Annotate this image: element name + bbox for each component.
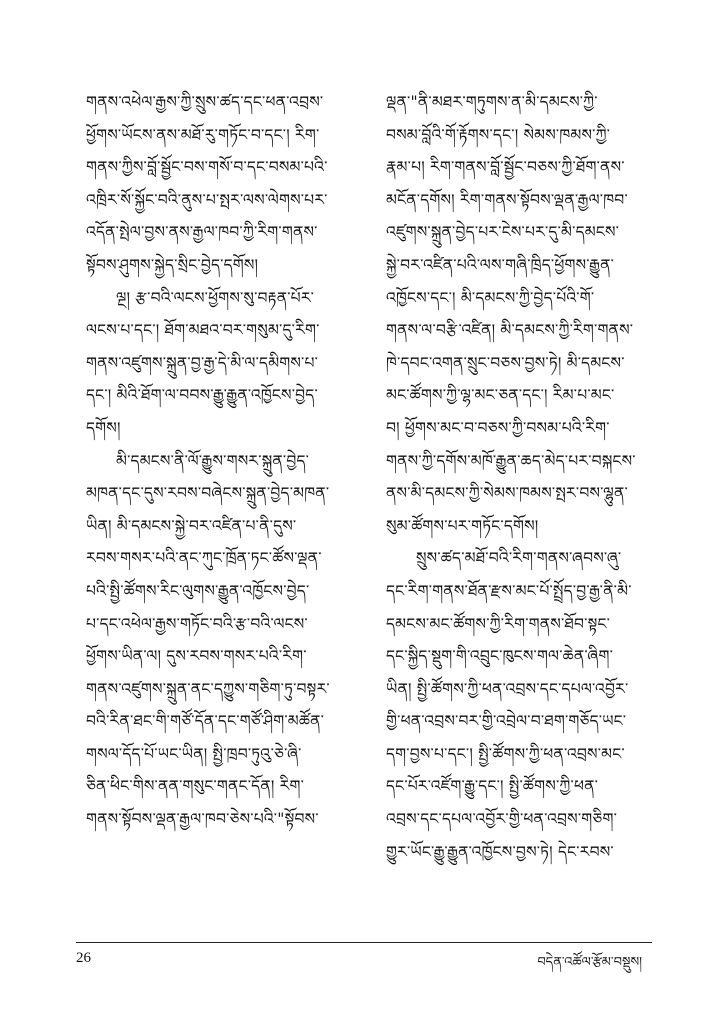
text-line: དང་སྐྱིད་སྡུག་གི་འབྲུང་ཁུངས་གལ་ཆེན་ཞིག་	[386, 647, 614, 666]
text-line: ཡིན། སྤྱི་ཚོགས་ཀྱི་ཕན་འབྲས་དང་དཔལ་འབྱོར་	[386, 679, 629, 698]
right-column	[386, 86, 674, 868]
text-line: ཁེ་དབང་འགན་སྲུང་བཅས་བྱས་ཏེ། མི་དམངས་	[386, 353, 625, 372]
text-line: དག་བྱས་པ་དང་། སྤྱི་ཚོགས་ཀྱི་ཕན་འབྲས་མང་	[386, 744, 625, 763]
text-line: པའི་སྤྱི་ཚོགས་རིང་ལུགས་རྒྱུན་འཁྱོངས་བྱེད་	[86, 581, 310, 600]
text-line: འཁྲིར་སོ་སྐྱོང་བའི་ནུས་པ་སྤར་ལས་ལེགས་པར་	[86, 190, 328, 209]
text-line: སུམ་ཚོགས་པར་གཏོང་དགོས།	[386, 516, 539, 535]
text-line: སྟོབས་ཤུགས་སྐྱེད་སྲིང་བྱེད་དགོས།	[86, 255, 259, 274]
text-line: ལྡན་"ནི་མཐར་གཏུགས་ན་མི་དམངས་ཀྱི་	[386, 93, 598, 111]
text-line: དམངས་མང་ཚོགས་ཀྱི་རིག་གནས་ཐོབ་སྟང་	[386, 614, 611, 633]
text-line: པ་དང་འཕེལ་རྒྱས་གཏོང་བའི་རྩ་བའི་ལངས་	[86, 614, 308, 633]
running-title: བདེན་འཚོལ་རྩོམ་བསྡུས།	[537, 955, 642, 970]
text-line: གནས་ལ་བརྩི་འཛིན། མི་དམངས་ཀྱི་རིག་གནས་	[386, 321, 634, 340]
text-line: སྐྱེ་བར་འཛིན་པའི་ལས་གཞི་ཁྲིད་ཕྱོགས་རྒྱུན་	[386, 255, 615, 274]
text-line: བསམ་བློའི་གོ་རྟོགས་དང་། སེམས་ཁམས་ཀྱི་	[386, 125, 611, 144]
text-line: གནས་འཛུགས་སྐྲུན་བྱ་རྒྱ་དེ་མི་ལ་དམིགས་པ་	[86, 353, 319, 372]
text-line: ཡིན། མི་དམངས་སྐྱེ་བར་འཛིན་པ་ནི་དུས་	[86, 516, 297, 535]
text-line: གནས་ཀྱིས་བློ་སྦྱོང་བས་གསོ་བ་དང་བསམ་པའི་	[86, 158, 328, 177]
text-line: གནས་ཀྱི་དགོས་མཁོ་རྒྱུན་ཆད་མེད་པར་བསྐངས་	[386, 451, 636, 470]
text-line: གྱུར་ཡོང་རྒྱུ་རྒྱུན་འཁྱོངས་བྱས་ཏེ། དེང་རབས་	[386, 842, 614, 861]
text-line: རབས་གསར་པའི་ནང་ཀུང་ཁྲོན་ཏང་ཚོས་ལྡན་	[86, 549, 322, 568]
text-line: གནས་འཕེལ་རྒྱས་ཀྱི་སྲུས་ཚད་དང་ཕན་འབྲས་	[86, 93, 324, 111]
text-line: ལངས་པ་དང་། ཐོག་མཐའ་བར་གསུམ་དུ་རིག་	[86, 321, 320, 340]
text-line: ཕྱོགས་ཡོངས་ནས་མཐོ་རུ་གཏོང་བ་དང་། རིག་	[86, 125, 320, 144]
text-line: ཕྱོགས་ཡིན་ལ། དུས་རབས་གསར་པའི་རིག་	[86, 647, 307, 666]
text-line: སྲུས་ཚད་མཐོ་བའི་རིག་གནས་ཞབས་ཞུ་	[416, 549, 622, 568]
left-column	[86, 86, 374, 836]
text-line: དང་རིག་གནས་ཐོན་རྫས་མང་པོ་སྤྲོད་བྱ་རྒྱ་ནི་མི་	[386, 581, 632, 600]
text-line: ཅིན་ཕིང་གིས་ནན་གསུང་གནང་དོན། རིག་	[86, 777, 305, 796]
text-line: བ། ཕྱོགས་མང་བ་བཅས་ཀྱི་བསམ་པའི་རིག་	[386, 418, 610, 437]
text-line: འདོན་སྤེལ་བྱས་ནས་རྒྱལ་ཁབ་ཀྱི་རིག་གནས་	[86, 223, 318, 242]
text-line: གྱི་ཕན་འབྲས་བར་གྱི་འབྲེལ་བ་ཐག་གཅོད་ཡང་	[386, 712, 627, 731]
text-line: དང་། མིའི་ཐོག་ལ་བབས་རྒྱུ་རྒྱུན་འཁྱོངས་བྱེད་	[86, 386, 318, 405]
text-line: གསལ་དོད་པོ་ཡང་ཡིན། སྤྱི་ཁྲབ་ཏུའུ་ཅེ་ཞི་	[86, 744, 302, 763]
text-line: ལྔ། རྩ་བའི་ལངས་ཕྱོགས་སུ་བརྟན་པོར་	[116, 288, 315, 307]
text-line: དང་པོར་འཛོག་རྒྱུ་དང་། སྤྱི་ཚོགས་ཀྱི་ཕན་	[386, 777, 599, 796]
text-line: གནས་སྟོབས་ལྡན་རྒྱལ་ཁབ་ཅེས་པའི་"སྟོབས་	[86, 810, 319, 829]
footer-divider	[76, 942, 652, 943]
text-line: མཁན་དང་དུས་རབས་བཞེངས་སྐྲུན་བྱེད་མཁན་	[86, 484, 330, 503]
text-line: བའི་རིན་ཐང་གི་གཙོ་དོན་དང་གཙོ་ཤིག་མཚོན་	[86, 712, 325, 731]
text-line: མི་དམངས་ནི་ལོ་རྒྱུས་གསར་སྐྲུན་བྱེད་	[116, 451, 310, 470]
text-line: ནས་མི་དམངས་ཀྱི་སེམས་ཁམས་སྤར་བས་ལྷུན་	[386, 484, 628, 503]
text-line: འབྲས་དང་དཔལ་འབྱོར་གྱི་ཕན་འབྲས་གཅིག་	[386, 810, 618, 829]
text-line: རྣམ་པ། རིག་གནས་བློ་སྦྱོང་བཅས་ཀྱི་ཐོག་ནས་	[386, 158, 625, 177]
text-line: མངོན་དགོས། རིག་གནས་སྟོབས་ལྡན་རྒྱལ་ཁབ་	[386, 190, 628, 209]
text-line: མང་ཚོགས་ཀྱི་ལྷ་མང་ཅན་དང་། རིམ་པ་མང་	[386, 386, 615, 405]
text-line: འཁྱོངས་དང་། མི་དམངས་ཀྱི་བྱེད་པོའི་གོ་	[386, 288, 595, 307]
text-line: འཛུགས་སྐྲུན་བྱེད་པར་ངེས་པར་དུ་མི་དམངས་	[386, 223, 620, 242]
text-line: གནས་འཛུགས་སྐྲུན་ནང་དཀྱུས་གཅིག་ཏུ་བསྟར་	[86, 679, 330, 698]
page-number: 26	[76, 950, 91, 966]
text-line: དགོས།	[86, 418, 121, 437]
